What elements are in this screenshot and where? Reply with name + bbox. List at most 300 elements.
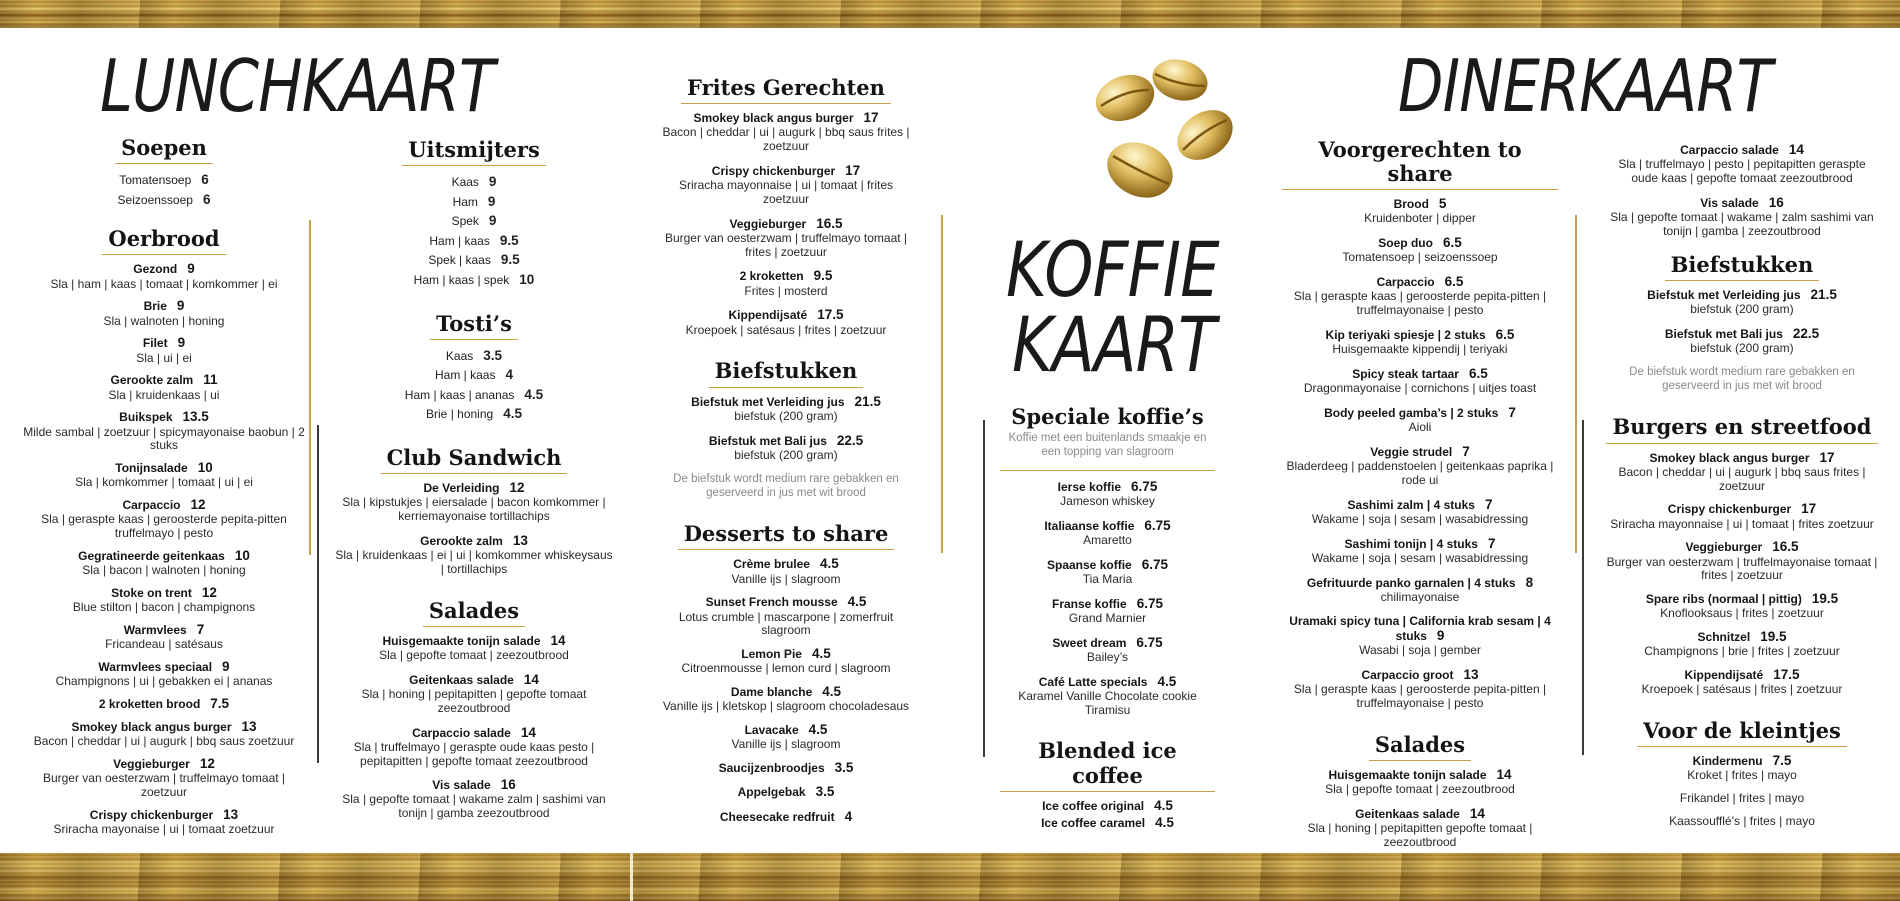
item-price: 6.75 <box>1131 478 1158 494</box>
item-price: 9 <box>177 335 186 351</box>
item-name: Ham | kaas | ananas <box>404 387 515 402</box>
menu-item <box>22 261 306 291</box>
item-price: 11 <box>203 372 218 388</box>
item-price: 13 <box>512 532 528 548</box>
menu-item <box>1282 405 1558 435</box>
item-name: Lavacake <box>744 723 799 738</box>
item-head <box>1606 667 1878 683</box>
item-price: 7.5 <box>1772 753 1792 769</box>
item-head <box>660 556 912 572</box>
item-price: 7 <box>1487 535 1496 551</box>
item-head <box>1606 142 1878 158</box>
section-title: Uitsmijters <box>402 138 546 166</box>
menu-item <box>22 460 306 490</box>
menu-item <box>1606 501 1878 531</box>
item-description: Vanille ijs | slagroom <box>731 571 841 586</box>
item-price: 4.5 <box>819 556 839 572</box>
section-title: Tosti’s <box>430 312 518 340</box>
menu-item <box>22 719 306 749</box>
menu-item <box>1606 792 1878 806</box>
item-head <box>660 433 912 449</box>
item-price: 7 <box>1508 405 1516 420</box>
item-head <box>1000 596 1215 612</box>
item-price: 4.5 <box>1154 797 1173 813</box>
item-name: 2 kroketten <box>739 269 804 284</box>
list-item <box>334 231 614 251</box>
panel-fold <box>630 853 633 901</box>
item-price: 3.5 <box>834 760 854 776</box>
item-name: Biefstuk met Verleiding jus <box>691 394 845 409</box>
item-price: 7 <box>196 621 205 637</box>
item-name: Lemon Pie <box>741 647 802 662</box>
blended-section <box>1000 739 1215 831</box>
item-name: Biefstuk met Verleiding jus <box>1647 287 1801 302</box>
item-name: Crème brulee <box>733 557 810 572</box>
item-head <box>334 777 614 793</box>
item-name: Vis salade <box>432 778 491 793</box>
menu-item <box>1606 667 1878 697</box>
item-name: Ham <box>452 194 478 209</box>
biefstuk-note: De biefstuk wordt medium rare gebakken en geserveerd in jus met wit brood <box>673 472 899 499</box>
list-item <box>334 211 614 231</box>
section-title: Biefstukken <box>1665 253 1820 281</box>
menu-item <box>22 585 306 615</box>
item-price: 19.5 <box>1760 629 1787 645</box>
item-head <box>334 672 614 688</box>
item-name: Spare ribs (normaal | pittig) <box>1645 592 1802 607</box>
item-description: Sla | geraspte kaas | geroosterde pepita-pitten | truffelmayonaise | pesto <box>1293 289 1547 318</box>
section-title: Biefstukken <box>709 359 864 387</box>
menu-item <box>1282 614 1558 658</box>
item-name: Carpaccio <box>1376 275 1435 290</box>
item-head <box>1606 287 1878 303</box>
item-description: Sla | truffelmayo | pesto | pepitapitten geraspte oude kaas | gepofte tomaat zeezoutbrood <box>1618 157 1866 185</box>
item-name: Brie <box>143 299 167 314</box>
divider <box>1582 420 1584 755</box>
item-price: 19.5 <box>1811 591 1839 607</box>
item-description: Burger van oesterzwam | truffelmayonaise tomaat | frites | zoetzuur <box>1606 554 1878 583</box>
item-price: 16.5 <box>816 215 843 231</box>
item-head <box>1282 536 1558 552</box>
item-name: Filet <box>142 336 168 351</box>
item-name: Ham | kaas <box>435 368 496 383</box>
item-price: 7 <box>1462 443 1470 459</box>
item-price: 4.5 <box>808 722 828 738</box>
section-subtitle-wrap <box>1000 432 1215 471</box>
item-head <box>22 409 306 425</box>
item-price: 17 <box>863 110 879 126</box>
item-description: Jameson whiskey <box>1060 493 1155 508</box>
item-head <box>1282 667 1558 683</box>
menu-item <box>22 298 306 328</box>
item-head <box>1000 674 1215 690</box>
item-name: Spaanse koffie <box>1047 557 1132 572</box>
item-description: Sla | honing | pepitapitten gepofte tomaat | zeezoutbrood <box>1307 821 1533 849</box>
section-title: Club Sandwich <box>381 446 568 474</box>
item-description: Sla | walnoten | honing <box>103 313 225 328</box>
item-description: Sla | geraspte kaas | geroosterde pepita-pitten truffelmayo | pesto <box>41 512 287 541</box>
item-price: 6.5 <box>1468 366 1488 382</box>
item-head <box>1282 575 1558 591</box>
item-name: Brie | honing <box>426 407 494 422</box>
item-description: Burger van oesterzwam | truffelmayo tomaat | frites | zoetzuur <box>664 230 908 259</box>
item-head <box>22 585 306 601</box>
item-name: Warmvlees speciaal <box>98 659 213 674</box>
item-head <box>334 480 614 496</box>
menu-item <box>22 807 306 837</box>
item-name: Café Latte specials <box>1038 674 1148 689</box>
item-head <box>660 722 912 738</box>
menu-item <box>660 760 912 776</box>
item-name: Sweet dream <box>1052 635 1127 650</box>
item-name: Buikspek <box>119 410 173 425</box>
lunch-biefstukken-section <box>660 359 912 500</box>
item-price: 4 <box>505 367 513 383</box>
item-head <box>22 298 306 314</box>
item-name: Stoke on trent <box>111 585 192 600</box>
menu-item <box>660 268 912 298</box>
item-name: Smokey black angus burger <box>693 111 854 126</box>
item-name: Spek | kaas <box>428 253 491 268</box>
item-price: 10 <box>234 547 250 563</box>
item-head <box>22 335 306 351</box>
diner-title: DINERKAART <box>1398 44 1772 128</box>
item-description: Champignons | brie | frites | zoetzuur <box>1644 644 1840 659</box>
item-description: Sla | geraspte kaas | geroosterde pepita-pitten | truffelmayonaise | pesto <box>1293 682 1547 711</box>
item-price: 4.5 <box>1157 673 1177 689</box>
divider <box>941 215 943 553</box>
wood-border-bottom <box>0 853 1900 901</box>
wood-border-top <box>0 0 1900 28</box>
lunch-salades-section <box>334 599 614 821</box>
menu-item <box>334 533 614 577</box>
item-name: Kippendijsaté <box>728 308 808 323</box>
item-price: 12 <box>190 497 206 513</box>
item-description: Sla | gepofte tomaat | wakame | zalm sashimi van tonijn | gamba | zeezoutbrood <box>1610 209 1874 238</box>
koffie-col <box>1000 405 1215 853</box>
menu-item <box>1606 815 1878 829</box>
item-head <box>1000 479 1215 495</box>
section-title: Frites Gerechten <box>681 76 891 104</box>
item-price: 13 <box>1463 667 1479 683</box>
item-head <box>22 807 306 823</box>
menu-item <box>1606 326 1878 356</box>
menu-list <box>660 394 912 463</box>
item-description: Wasabi | soja | gember <box>1359 643 1481 658</box>
menu-item <box>1000 518 1215 548</box>
item-description: Grand Marnier <box>1068 610 1147 625</box>
item-price: 7 <box>1484 496 1493 512</box>
item-name: Italiaanse koffie <box>1044 518 1135 533</box>
item-name: Saucijzenbroodjes <box>718 761 825 776</box>
menu-list <box>1606 450 1878 698</box>
speciale-section <box>1000 405 1215 717</box>
menu-list <box>334 633 614 821</box>
item-price: 6.5 <box>1444 274 1464 290</box>
item-description: Amaretto <box>1083 532 1132 547</box>
item-head <box>1282 366 1558 382</box>
section-title: Burgers en streetfood <box>1606 415 1877 443</box>
diner-top-salades <box>1606 142 1878 239</box>
menu-item <box>1606 539 1878 583</box>
item-price: 9 <box>488 213 497 229</box>
item-name: Geitenkaas salade <box>1355 807 1460 821</box>
item-price: 14 <box>1469 806 1485 821</box>
soepen-section <box>22 136 306 209</box>
item-price: 17 <box>1819 449 1835 465</box>
item-name: Kip teriyaki spiesje | 2 stuks <box>1325 328 1486 343</box>
item-description: Sla | bacon | walnoten | honing <box>82 563 246 578</box>
item-description: Blue stilton | bacon | champignons <box>72 600 256 615</box>
item-description: Vanille ijs | kletskop | slagroom chocoladesaus <box>662 699 910 714</box>
item-name: Franse koffie <box>1052 596 1127 611</box>
item-description: Sriracha mayonaise | ui | tomaat zoetzuur <box>53 821 275 836</box>
koffie-title-line2: KAART <box>1012 300 1216 389</box>
item-head <box>1282 274 1558 290</box>
section-title: Blended ice coffee <box>1000 739 1215 791</box>
item-head <box>1282 767 1558 783</box>
item-head <box>1606 539 1878 555</box>
item-name: Gezond <box>133 262 178 277</box>
item-head <box>1606 591 1878 607</box>
item-price: 9 <box>488 174 497 190</box>
menu-list <box>1282 767 1558 850</box>
menu-item <box>334 777 614 821</box>
item-head <box>1000 815 1215 831</box>
item-price: 10 <box>197 460 213 476</box>
item-head <box>660 110 912 126</box>
menu-item <box>1282 575 1558 605</box>
item-price: 17.5 <box>817 307 844 323</box>
item-price: 6.75 <box>1141 556 1168 572</box>
menu-item <box>1606 450 1878 494</box>
divider <box>309 220 311 555</box>
item-head <box>334 725 614 741</box>
item-head <box>660 760 912 776</box>
item-name: Crispy chickenburger <box>89 807 214 822</box>
item-name: Geitenkaas salade <box>409 672 514 687</box>
menu-item <box>1000 674 1215 718</box>
item-price: 21.5 <box>1810 286 1837 302</box>
item-name: Carpaccio salade <box>1680 143 1779 157</box>
menu-item <box>1282 667 1558 711</box>
item-name: Tonijnsalade <box>115 461 188 476</box>
item-name: Crispy chickenburger <box>1667 502 1792 517</box>
item-description: Knoflooksaus | frites | zoetzuur <box>1660 606 1824 621</box>
item-head <box>22 548 306 564</box>
item-price: 9 <box>187 261 195 277</box>
item-price: 17.5 <box>1773 667 1800 683</box>
item-head <box>660 594 912 610</box>
item-price: 16 <box>1768 194 1784 210</box>
item-head <box>1282 497 1558 513</box>
item-head <box>22 460 306 476</box>
menu-item <box>22 372 306 402</box>
menu-item <box>22 696 306 712</box>
item-name: Cheesecake redfruit <box>719 809 835 824</box>
item-price: 3.5 <box>483 347 503 363</box>
item-description: Champignons | ui | gebakken ei | ananas <box>55 674 273 689</box>
item-head <box>660 646 912 662</box>
item-head <box>1000 635 1215 651</box>
item-price: 4.5 <box>811 646 831 662</box>
menu-item <box>22 497 306 541</box>
list-item <box>334 404 614 424</box>
item-price: 12 <box>199 756 215 771</box>
menu-item <box>660 646 912 676</box>
item-description: Sla | ham | kaas | tomaat | komkommer | ei <box>50 276 278 291</box>
lunch-col-3 <box>660 76 912 847</box>
item-price: 17 <box>845 162 861 178</box>
item-price: 6.75 <box>1136 595 1163 611</box>
burgers-section <box>1606 415 1878 697</box>
item-head <box>660 216 912 232</box>
item-description: Aioli <box>1408 420 1432 435</box>
item-price: 9.5 <box>499 232 519 248</box>
item-price: 8 <box>1525 574 1534 590</box>
menu-list <box>334 480 614 577</box>
item-description: Sla | kruidenkaas | ui <box>108 387 220 402</box>
menu-item <box>1282 444 1558 488</box>
item-price: 9 <box>487 193 496 209</box>
item-head <box>660 684 912 700</box>
menu-list <box>334 346 614 424</box>
section-title: Voorgerechten to share <box>1282 138 1558 190</box>
item-price: 9 <box>1436 628 1445 644</box>
item-name: Carpaccio salade <box>412 725 511 740</box>
item-name: Smokey black angus burger <box>1649 450 1810 465</box>
item-description: Citroenmousse | lemon curd | slagroom <box>681 661 891 676</box>
item-description: biefstuk (200 gram) <box>1690 340 1794 355</box>
section-title: Oerbrood <box>102 227 225 255</box>
item-name: Kaas <box>451 175 479 190</box>
menu-item <box>1282 536 1558 566</box>
menu-list <box>22 261 306 836</box>
section-subtitle: Koffie met een buitenlands smaakje en een topping van slagroom <box>1008 432 1207 458</box>
item-price: 9.5 <box>500 252 520 268</box>
coffee-beans-icon <box>1085 50 1245 220</box>
item-name: Smokey black angus burger <box>71 720 232 735</box>
section-title: Salades <box>423 599 525 627</box>
item-head <box>1606 753 1878 769</box>
item-price: 4.5 <box>524 386 544 402</box>
item-price: 4.5 <box>503 406 522 422</box>
list-item <box>334 192 614 212</box>
menu-list <box>660 110 912 337</box>
item-head <box>1282 405 1558 421</box>
item-name: Brood <box>1393 197 1429 212</box>
item-price: 4.5 <box>847 594 867 610</box>
item-description: Bacon | cheddar | ui | augurk | bbq saus zoetzuur <box>33 734 295 749</box>
item-description: Sla | ui | ei <box>136 350 192 365</box>
item-price: 10 <box>519 271 535 287</box>
item-price: 6.5 <box>1442 235 1462 251</box>
uitsmijters-section <box>334 138 614 290</box>
item-price: 14 <box>1496 767 1512 783</box>
item-price: 14 <box>523 671 539 687</box>
item-name: Gerookte zalm <box>420 533 503 548</box>
item-price: 22.5 <box>1792 325 1820 341</box>
item-price: 14 <box>520 724 536 740</box>
lunch-col-2 <box>334 138 614 843</box>
item-head <box>660 394 912 410</box>
item-head <box>1606 326 1878 342</box>
item-name: Warmvlees <box>123 622 187 637</box>
item-price: 4.5 <box>822 684 842 700</box>
menu-item <box>1606 629 1878 659</box>
menu-list <box>660 556 912 824</box>
menu-item <box>660 163 912 207</box>
item-price: 16.5 <box>1772 539 1799 555</box>
item-name: Veggieburger <box>113 757 190 771</box>
item-name: Sunset French mousse <box>705 595 838 610</box>
menu-item <box>1000 479 1215 509</box>
item-description: Kruidenboter | dipper <box>1364 211 1476 226</box>
item-description: Sriracha mayonnaise | ui | tomaat | frites zoetzuur <box>678 178 894 206</box>
item-price: 7.5 <box>210 695 230 711</box>
item-head <box>22 756 306 772</box>
item-price: 3.5 <box>815 784 835 800</box>
menu-item <box>22 409 306 453</box>
menu-item <box>1000 635 1215 665</box>
item-name: Gefrituurde panko garnalen | 4 stuks <box>1306 575 1516 590</box>
list-item <box>334 365 614 385</box>
item-head <box>1282 327 1558 343</box>
list-item <box>334 385 614 405</box>
item-description: Kroket | frites | mayo <box>1687 768 1797 783</box>
menu-item <box>1282 497 1558 527</box>
list-item: Tomatensoep 6 <box>119 172 209 188</box>
item-head <box>1606 629 1878 645</box>
item-description: Lotus crumble | mascarpone | zomerfruit slagroom <box>678 609 894 638</box>
item-description: Huisgemaakte kippendij | teriyaki <box>1332 342 1508 357</box>
desserts-section <box>660 522 912 824</box>
item-name: Ham | kaas <box>429 233 490 248</box>
lunch-col-1 <box>22 136 306 859</box>
item-name: Veggie strudel <box>1370 444 1453 459</box>
voorgerechten-section <box>1282 138 1558 711</box>
item-price: 22.5 <box>836 432 864 448</box>
menu-item <box>660 784 912 800</box>
menu-item <box>1282 806 1558 850</box>
item-name: Spek <box>451 214 479 229</box>
item-head <box>1282 444 1558 460</box>
item-description: Wakame | soja | sesam | wasabidressing <box>1311 550 1529 565</box>
item-head <box>660 809 912 825</box>
item-name: Veggieburger <box>1685 540 1763 555</box>
item-price: 13 <box>241 719 257 735</box>
item-head <box>22 372 306 388</box>
item-name: Carpaccio groot <box>1361 668 1454 683</box>
menu-item <box>660 809 912 825</box>
menu-item <box>1282 366 1558 396</box>
item-head <box>660 163 912 179</box>
item-price: 9 <box>222 658 230 674</box>
menu-item <box>660 394 912 424</box>
divider <box>317 425 319 763</box>
item-name: Ham | kaas | spek <box>413 272 510 287</box>
item-head <box>1282 614 1558 645</box>
menu-item <box>1282 196 1558 226</box>
oerbrood-section <box>22 227 306 837</box>
biefstuk-note: De biefstuk wordt medium rare gebakken en geserveerd in jus met wit brood <box>1629 365 1855 393</box>
menu-item <box>660 216 912 260</box>
menu-item <box>1000 815 1215 831</box>
diner-col-1 <box>1282 138 1558 872</box>
frites-section <box>660 76 912 337</box>
section-title: Voor de kleintjes <box>1637 719 1847 747</box>
item-price: 6.5 <box>1495 327 1515 343</box>
